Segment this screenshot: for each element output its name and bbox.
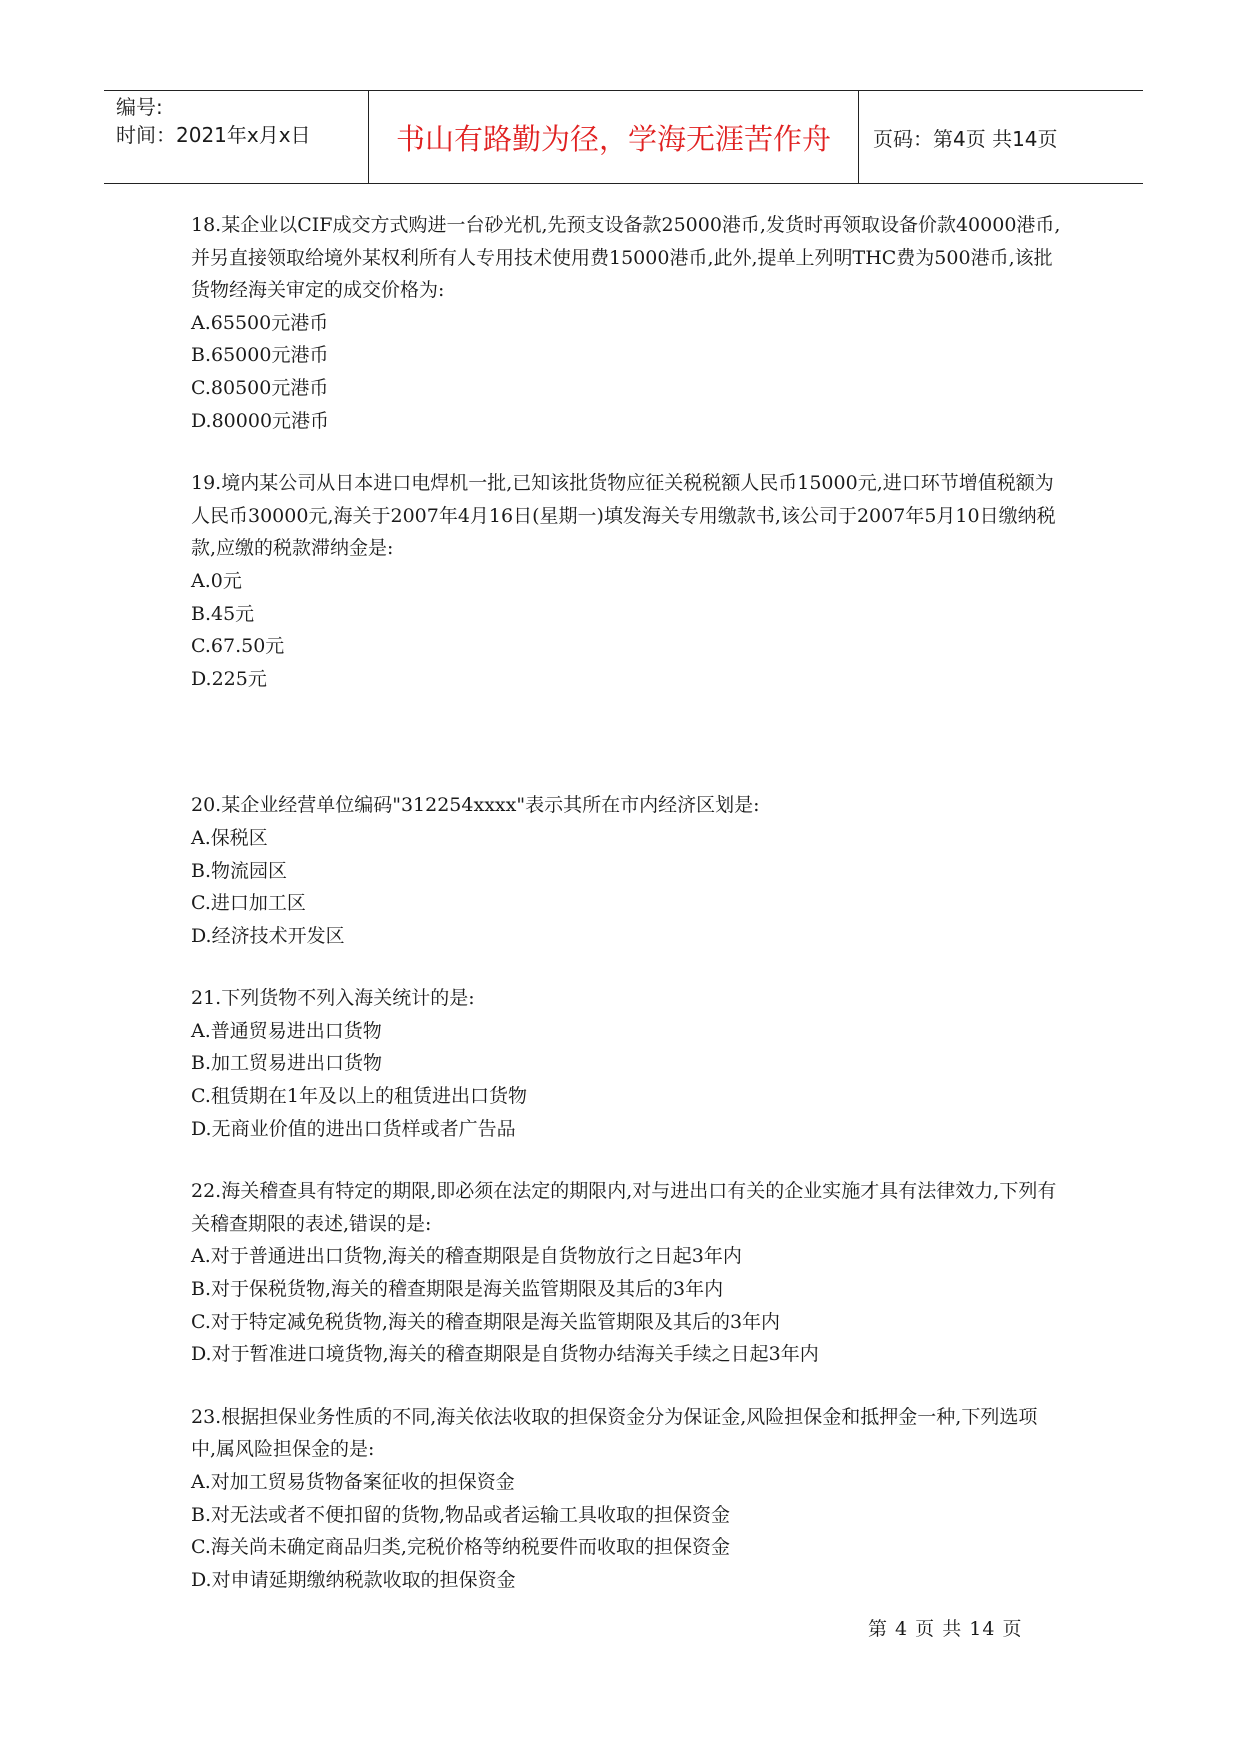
question-21: [191, 982, 1061, 1145]
document-number-label: 编号:: [116, 95, 163, 119]
option-b: B.物流园区: [191, 859, 288, 882]
question-stem: 21.下列货物不列入海关统计的是:: [191, 987, 475, 1010]
option-a: A.0元: [191, 569, 242, 592]
option-b: B.45元: [191, 602, 255, 625]
option-a: A.对加工贸易货物备案征收的担保资金: [191, 1471, 515, 1493]
option-a: A.65500元港币: [191, 311, 329, 334]
question-18: [191, 209, 1061, 437]
page-header: [104, 90, 1143, 184]
option-a: A.保税区: [191, 826, 268, 849]
header-page-label: 页码：第4页 共14页: [873, 126, 1058, 151]
question-23: [191, 1401, 1061, 1597]
option-b: B.加工贸易进出口货物: [191, 1052, 383, 1075]
question-stem: 22.海关稽查具有特定的期限,即必须在法定的期限内,对与进出口有关的企业实施才具有法律效力,下列有关稽查期限的表述,错误的是:: [191, 1180, 1057, 1235]
option-b: B.对于保税货物,海关的稽查期限是海关监管期限及其后的3年内: [191, 1278, 724, 1301]
question-stem: 20.某企业经营单位编码"312254xxxx"表示其所在市内经济区划是:: [191, 794, 760, 817]
option-d: D.对于暂准进口境货物,海关的稽查期限是自货物办结海关手续之日起3年内: [191, 1343, 819, 1366]
option-d: D.对申请延期缴纳税款收取的担保资金: [191, 1568, 516, 1591]
option-d: D.经济技术开发区: [191, 924, 345, 947]
page-footer: 第 4 页 共 14 页: [868, 1618, 1023, 1640]
header-left-cell: [104, 91, 369, 183]
question-list: [191, 209, 1061, 1626]
header-motto: 书山有路勤为径，学海无涯苦作舟: [369, 91, 859, 183]
option-d: D.80000元港币: [191, 409, 330, 432]
option-d: D.225元: [191, 667, 267, 690]
document-time-label: 时间：2021年x月x日: [116, 123, 311, 147]
option-c: C.67.50元: [191, 635, 285, 658]
option-c: C.进口加工区: [191, 892, 306, 915]
option-b: B.65000元港币: [191, 344, 329, 367]
option-a: A.对于普通进出口货物,海关的稽查期限是自货物放行之日起3年内: [191, 1245, 742, 1268]
question-22: [191, 1175, 1061, 1371]
option-a: A.普通贸易进出口货物: [191, 1019, 382, 1042]
question-20: [191, 789, 1061, 952]
option-c: C.租赁期在1年及以上的租赁进出口货物: [191, 1085, 527, 1108]
option-b: B.对无法或者不便扣留的货物,物品或者运输工具收取的担保资金: [191, 1503, 731, 1526]
question-stem: 18.某企业以CIF成交方式购进一台砂光机,先预支设备款25000港币,发货时再领取设备价款40000港币,并另直接领取给境外某权利所有人专用技术使用费15000港币,此外,提单上列明THC费为500港币,该批货物经海关审定的成交价格为:: [191, 214, 1061, 302]
option-d: D.无商业价值的进出口货样或者广告品: [191, 1117, 516, 1140]
question-stem: 19.境内某公司从日本进口电焊机一批,已知该批货物应征关税税额人民币15000元,进口环节增值税额为人民币30000元,海关于2007年4月16日(星期一)填发海关专用缴款书,该公司于2007年5月10日缴纳税款,应缴的税款滞纳金是:: [191, 472, 1056, 560]
option-c: C.对于特定减免税货物,海关的稽查期限是海关监管期限及其后的3年内: [191, 1310, 781, 1333]
option-c: C.80500元港币: [191, 376, 329, 399]
question-stem: 23.根据担保业务性质的不同,海关依法收取的担保资金分为保证金,风险担保金和抵押金一种,下列选项中,属风险担保金的是:: [191, 1405, 1038, 1461]
question-19: [191, 467, 1061, 695]
option-c: C.海关尚未确定商品归类,完税价格等纳税要件而收取的担保资金: [191, 1536, 730, 1559]
